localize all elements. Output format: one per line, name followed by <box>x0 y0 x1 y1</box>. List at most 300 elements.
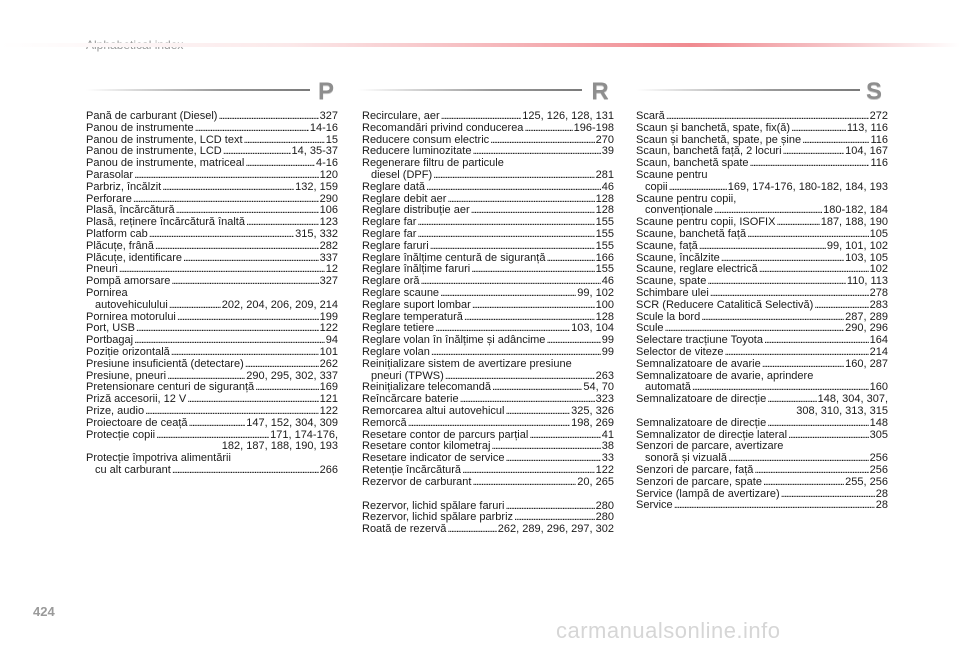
dot-leader <box>767 418 868 430</box>
index-entry <box>636 465 888 477</box>
entry-pages: 164 <box>869 334 888 347</box>
entry-term: copii <box>645 180 668 193</box>
entry-term: Scaun și banchetă, spate, fix(ă) <box>636 121 791 134</box>
entry-pages: 199 <box>319 310 338 323</box>
entry-pages: 169, 174-176, 180-182, 184, 193 <box>727 180 888 193</box>
entry-pages: 327 <box>319 110 338 122</box>
entry-line <box>362 406 614 418</box>
dot-leader <box>408 418 571 430</box>
entry-term: Scaune, spate <box>636 275 707 288</box>
dot-leader <box>149 229 294 241</box>
dot-leader <box>433 170 595 182</box>
index-entry <box>86 453 338 477</box>
entry-term: automată <box>645 381 691 394</box>
entry-term: Scaune pentru copii, <box>636 192 737 205</box>
entry-term: Scaun, banchetă spate <box>636 157 749 170</box>
entry-term: Senzori de parcare, spate <box>636 475 762 488</box>
entry-line <box>636 359 888 371</box>
dot-leader <box>255 382 318 394</box>
entry-term: Protecție împotriva alimentării <box>86 452 231 465</box>
entry-line <box>362 465 614 477</box>
entry-line <box>636 418 888 430</box>
entry-term: Reglare far <box>362 227 417 240</box>
entry-term: Senzori de parcare, față <box>636 463 754 476</box>
entry-term: Plasă, încărcătură <box>86 204 175 217</box>
entry-term: Rezervor, lichid spălare parbriz <box>362 511 514 524</box>
entry-term: Regenerare filtru de particule <box>362 157 504 170</box>
section-letter-s: S <box>865 78 882 105</box>
dot-leader <box>472 300 595 312</box>
entry-pages: 263 <box>595 369 614 382</box>
dot-leader <box>814 300 868 312</box>
entry-term: Semnalizatoare de avarie, aprindere <box>636 369 814 382</box>
entry-term: Scaune pentru copii, ISOFIX <box>636 216 776 229</box>
dot-leader <box>177 312 319 324</box>
entry-line <box>362 288 614 300</box>
dot-leader <box>426 182 601 194</box>
dot-leader <box>172 465 319 477</box>
entry-term: Scaun și banchetă, spate, pe șine <box>636 133 802 146</box>
entry-pages: 38 <box>601 440 614 453</box>
entry-pages: 290, 296 <box>845 322 888 335</box>
entry-term: Remorcă <box>362 416 407 429</box>
dot-leader <box>763 477 844 489</box>
dot-leader <box>430 241 595 253</box>
entry-pages: 305 <box>869 428 888 441</box>
dot-leader <box>788 430 869 442</box>
dot-leader <box>546 253 594 265</box>
entry-term: Scaune, banchetă față <box>636 227 747 240</box>
entry-term: Plăcuțe, identificare <box>86 251 182 264</box>
entry-term: Scule <box>636 322 664 335</box>
dot-leader <box>417 229 594 241</box>
dot-leader <box>136 323 319 335</box>
entry-pages: 282 <box>319 239 338 252</box>
entry-pages: 272 <box>869 110 888 122</box>
entry-pages: 325, 326 <box>571 404 614 417</box>
entry-term: Reducere luminozitate <box>362 145 472 158</box>
entry-pages: 155 <box>595 263 614 276</box>
entry-line <box>86 241 338 253</box>
entry-pages: 160 <box>869 381 888 394</box>
entry-pages: 116 <box>870 157 888 170</box>
entry-pages: 337 <box>319 251 338 264</box>
index-entry <box>86 406 338 418</box>
index-entry <box>362 477 614 489</box>
index-entry <box>636 441 888 465</box>
entry-term: Reglare înălțime faruri <box>362 263 471 276</box>
entry-pages: 169 <box>319 381 338 394</box>
entry-line <box>636 489 888 501</box>
dot-leader <box>724 347 868 359</box>
entry-term: Port, USB <box>86 322 135 335</box>
dot-leader <box>420 276 600 288</box>
index-entry <box>636 489 888 501</box>
dot-leader <box>490 135 594 147</box>
entry-term: diesel (DPF) <box>371 168 433 181</box>
dot-leader <box>505 501 594 513</box>
dot-leader <box>791 123 846 135</box>
entry-term: Reglare oră <box>362 275 420 288</box>
index-entry <box>86 241 338 253</box>
dot-leader <box>764 335 869 347</box>
entry-pages: 113, 116 <box>846 121 888 134</box>
index-entry <box>362 241 614 253</box>
index-entry <box>636 300 888 312</box>
entry-pages: 99 <box>601 334 614 347</box>
entry-line <box>636 241 888 253</box>
entry-term: Semnalizatoare de direcție <box>636 393 767 406</box>
dot-leader <box>162 182 294 194</box>
entry-line <box>362 524 614 536</box>
entry-term: Poziție orizontală <box>86 345 170 358</box>
entry-line <box>86 359 338 371</box>
header-accent-bar <box>0 43 960 47</box>
entry-pages: 255, 256 <box>845 475 888 488</box>
dot-leader <box>155 241 319 253</box>
entry-term: Scaune pentru <box>636 168 708 181</box>
entry-term: Pretensionare centuri de siguranță <box>86 381 255 394</box>
entry-term: Service (lampă de avertizare) <box>636 487 780 500</box>
entry-term: Scaune, față <box>636 239 698 252</box>
index-entry <box>636 229 888 241</box>
entry-term: pneuri (TPWS) <box>371 369 444 382</box>
index-entry <box>636 170 888 194</box>
entry-term: Reglare distribuție aer <box>362 204 470 217</box>
entry-term: Reîncărcare baterie <box>362 393 459 406</box>
dot-leader <box>505 453 600 465</box>
entry-pages: 262, 289, 296, 297, 302 <box>497 523 614 536</box>
entry-pages: 28 <box>875 487 888 500</box>
dot-leader <box>754 465 868 477</box>
entry-line <box>636 465 888 477</box>
entry-line <box>86 300 338 312</box>
entry-term: Resetare contor de parcurs parțial <box>362 428 529 441</box>
index-entry <box>362 182 614 194</box>
dot-leader <box>750 158 870 170</box>
entry-pages: 166 <box>595 251 614 264</box>
entry-term: Recirculare, aer <box>362 110 440 122</box>
entry-term: Presiune insuficientă (detectare) <box>86 357 244 370</box>
entry-term: Panou de instrumente <box>86 121 194 134</box>
dot-leader <box>440 288 576 300</box>
entry-term: Senzori de parcare, avertizare <box>636 440 784 453</box>
entry-term: Pornirea motorului <box>86 310 176 323</box>
index-entry <box>636 418 888 430</box>
entry-pages: 103, 104 <box>571 322 614 335</box>
entry-pages: 281 <box>595 168 614 181</box>
entry-term: Panou de instrumente, matriceal <box>86 157 245 170</box>
entry-pages: 120 <box>319 168 338 181</box>
entry-term: Reglare scaune <box>362 286 440 299</box>
section-rule-r <box>358 89 582 91</box>
index-entry <box>362 406 614 418</box>
dot-leader <box>462 465 595 477</box>
dot-leader <box>218 111 318 123</box>
entry-pages: 323 <box>595 393 614 406</box>
index-column-r <box>362 111 614 536</box>
entry-pages: 106 <box>319 204 338 217</box>
entry-term: Parbriz, încălzit <box>86 180 162 193</box>
dot-leader <box>699 241 826 253</box>
dot-leader <box>674 500 875 512</box>
section-rule-s <box>636 89 860 91</box>
entry-pages: 54, 70 <box>583 381 614 394</box>
dot-leader <box>187 394 318 406</box>
entry-term: Priză accesorii, 12 V <box>86 393 187 406</box>
entry-spacer <box>362 489 614 501</box>
entry-pages: 125, 126, 128, 131 <box>522 110 614 122</box>
entry-line <box>636 182 888 194</box>
entry-term: Scaun, banchetă față, 2 locuri <box>636 145 782 158</box>
entry-line <box>362 123 614 135</box>
dot-leader <box>447 524 496 536</box>
entry-term: Schimbare ulei <box>636 286 709 299</box>
entry-pages: 148, 304, 307, <box>817 393 888 406</box>
entry-pages: 290 <box>319 192 338 205</box>
entry-pages: 94 <box>325 334 338 347</box>
dot-leader <box>524 123 572 135</box>
entry-term: Semnalizatoare de avarie <box>636 357 761 370</box>
index-entry <box>636 371 888 395</box>
entry-pages: 12 <box>325 263 338 276</box>
entry-pages: 187, 188, 190 <box>820 216 888 229</box>
entry-pages: 155 <box>595 239 614 252</box>
dot-leader <box>189 418 246 430</box>
entry-pages: 147, 152, 304, 309 <box>246 416 338 429</box>
dot-leader <box>492 382 582 394</box>
entry-pages: 262 <box>319 357 338 370</box>
entry-term: Resetare contor kilometraj <box>362 440 491 453</box>
entry-line <box>636 347 888 359</box>
entry-pages: 122 <box>595 463 614 476</box>
index-entry <box>86 182 338 194</box>
entry-line <box>86 418 338 430</box>
entry-term: Resetare indicator de service <box>362 452 505 465</box>
entry-term: Reglare suport lombar <box>362 298 471 311</box>
entry-pages: 128 <box>595 204 614 217</box>
entry-line <box>636 300 888 312</box>
dot-leader <box>183 253 319 265</box>
entry-pages: 33 <box>601 452 614 465</box>
entry-term: Service <box>636 499 673 512</box>
entry-line <box>362 241 614 253</box>
entry-pages: 105 <box>869 227 888 240</box>
entry-term: Remorcarea altui autovehicul <box>362 404 505 417</box>
entry-term: Roată de rezervă <box>362 523 447 536</box>
entry-pages: 266 <box>319 463 338 476</box>
dot-leader <box>171 347 319 359</box>
entry-pages: 128 <box>595 310 614 323</box>
index-entry <box>86 288 338 312</box>
entry-term: Reglare înălțime centură de siguranță <box>362 251 546 264</box>
dot-leader <box>546 335 600 347</box>
entry-pages: 99, 101, 102 <box>826 239 888 252</box>
entry-term: Rezervor, lichid spălare faruri <box>362 499 505 512</box>
entry-term: Reinițializare telecomandă <box>362 381 492 394</box>
index-entry <box>362 347 614 359</box>
entry-line <box>86 465 338 477</box>
entry-term: Reglare debit aer <box>362 192 447 205</box>
entry-term: Rezervor de carburant <box>362 475 472 488</box>
entry-term: Panou de instrumente, LCD <box>86 145 222 158</box>
entry-pages: 171, 174-176, <box>270 428 338 441</box>
entry-pages: 122 <box>319 322 338 335</box>
entry-line <box>86 253 338 265</box>
index-entry <box>86 359 338 371</box>
entry-line <box>86 347 338 359</box>
entry-pages: 280 <box>595 511 614 524</box>
dot-leader <box>195 123 309 135</box>
entry-pages: 278 <box>869 286 888 299</box>
index-entry <box>86 418 338 430</box>
index-entry <box>362 288 614 300</box>
entry-pages: 180-182, 184 <box>823 204 888 217</box>
dot-leader <box>783 146 845 158</box>
entry-pages: 256 <box>869 463 888 476</box>
index-entry <box>636 123 888 135</box>
dot-leader <box>171 276 318 288</box>
entry-term: Portbagaj <box>86 334 134 347</box>
entry-pages: 4-16 <box>315 157 338 170</box>
index-entry <box>362 465 614 477</box>
entry-pages: 116 <box>870 133 888 146</box>
entry-line <box>636 477 888 489</box>
entry-term: Semnalizatoare de direcție <box>636 416 767 429</box>
dot-leader <box>472 477 576 489</box>
entry-term: Proiectoare de ceață <box>86 416 188 429</box>
entry-term: convenționale <box>645 204 713 217</box>
dot-leader <box>145 406 319 418</box>
entry-line <box>86 406 338 418</box>
entry-term: Selector de viteze <box>636 345 724 358</box>
index-entry <box>362 123 614 135</box>
entry-pages: 196-198 <box>573 121 614 134</box>
index-entry <box>362 418 614 430</box>
entry-pages: 46 <box>601 275 614 288</box>
entry-pages: 14-16 <box>309 121 338 134</box>
watermark-text: carmanualsonline.info <box>556 618 781 643</box>
entry-line <box>86 229 338 241</box>
entry-term: Pornirea <box>86 286 128 299</box>
index-entry <box>86 430 338 454</box>
section-letter-r: R <box>591 78 609 105</box>
entry-pages: 280 <box>595 499 614 512</box>
entry-term: Retenție încărcătură <box>362 463 462 476</box>
dot-leader <box>491 441 600 453</box>
page-number: 424 <box>33 604 55 619</box>
entry-line <box>636 123 888 135</box>
section-rule-p <box>86 89 310 91</box>
entry-term: autovehiculului <box>95 298 168 311</box>
entry-pages: 46 <box>601 180 614 193</box>
entry-term: Pneuri <box>86 263 118 276</box>
entry-term: Pompă amorsare <box>86 275 171 288</box>
entry-term: Reglare volan în înălțime și adâncime <box>362 334 546 347</box>
index-column-p <box>86 111 338 477</box>
entry-line <box>362 300 614 312</box>
index-entry <box>636 394 888 418</box>
dot-leader <box>431 347 601 359</box>
index-entry <box>362 229 614 241</box>
index-entry <box>362 524 614 536</box>
entry-line <box>636 229 888 241</box>
entry-pages: 123 <box>319 216 338 229</box>
entry-term: Reglare far <box>362 216 417 229</box>
index-entry <box>86 123 338 135</box>
dot-leader <box>776 217 819 229</box>
entry-term: Scară <box>636 110 665 122</box>
entry-term: Panou de instrumente, LCD text <box>86 133 243 146</box>
dot-leader <box>471 264 594 276</box>
dot-leader <box>747 229 869 241</box>
entry-term: Reducere consum electric <box>362 133 490 146</box>
entry-pages: 102 <box>869 263 888 276</box>
entry-pages: 214 <box>869 345 888 358</box>
index-entry <box>86 347 338 359</box>
entry-pages: 39 <box>601 145 614 158</box>
entry-term: Platform cab <box>86 227 148 240</box>
entry-pages: 104, 167 <box>845 145 888 158</box>
entry-line <box>362 477 614 489</box>
entry-pages: 198, 269 <box>571 416 614 429</box>
entry-term: Presiune, pneuri <box>86 369 167 382</box>
entry-line <box>362 347 614 359</box>
entry-pages: 283 <box>869 298 888 311</box>
entry-term: Plasă, reținere încărcătură înaltă <box>86 216 245 229</box>
entry-pages: 315, 332 <box>295 227 338 240</box>
entry-pages: 287, 289 <box>845 310 888 323</box>
index-entry <box>636 288 888 300</box>
dot-leader <box>169 300 221 312</box>
entry-page-continuation: 308, 310, 313, 315 <box>796 404 888 417</box>
entry-pages: 121 <box>319 393 338 406</box>
entry-pages: 155 <box>595 216 614 229</box>
index-entry <box>636 477 888 489</box>
entry-line <box>636 500 888 512</box>
entry-term: Reinițializare sistem de avertizare presiune <box>362 357 572 370</box>
entry-pages: 110, 113 <box>846 275 888 288</box>
entry-pages: 99 <box>601 345 614 358</box>
entry-term: Recomandări privind conducerea <box>362 121 524 134</box>
entry-pages: 41 <box>601 428 614 441</box>
entry-pages: 202, 204, 206, 209, 214 <box>221 298 338 311</box>
entry-pages: 28 <box>875 499 888 512</box>
entry-page-continuation: 182, 187, 188, 190, 193 <box>221 440 338 453</box>
index-entry <box>636 194 888 218</box>
entry-pages: 20, 265 <box>577 475 614 488</box>
entry-term: Pană de carburant (Diesel) <box>86 110 218 122</box>
index-entry <box>362 300 614 312</box>
entry-term: Scule la bord <box>636 310 701 323</box>
entry-term: Parasolar <box>86 168 134 181</box>
entry-pages: 148 <box>869 416 888 429</box>
dot-leader <box>762 359 844 371</box>
index-entry <box>362 359 614 383</box>
entry-line <box>362 229 614 241</box>
index-entry <box>86 229 338 241</box>
index-column-s <box>636 111 888 512</box>
entry-pages: 132, 159 <box>295 180 338 193</box>
entry-term: Reglare tetiere <box>362 322 435 335</box>
entry-pages: 256 <box>869 452 888 465</box>
dot-leader <box>669 182 727 194</box>
entry-line <box>636 288 888 300</box>
dot-leader <box>245 359 319 371</box>
dot-leader <box>417 217 594 229</box>
entry-pages: 160, 287 <box>845 357 888 370</box>
entry-term: Reglare temperatură <box>362 310 463 323</box>
